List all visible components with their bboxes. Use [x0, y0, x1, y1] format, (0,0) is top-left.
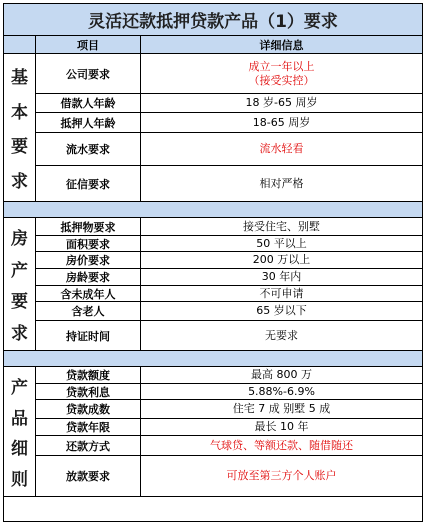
detail-line: 流水轻看 — [259, 142, 304, 155]
row-detail — [141, 286, 422, 301]
table-row — [36, 133, 422, 166]
table-row — [36, 94, 422, 113]
table-row — [36, 367, 422, 384]
category-char: 本 — [11, 102, 28, 123]
detail-line: 最长 10 年 — [254, 420, 309, 433]
detail-line: 气球贷、等额还款、随借随还 — [210, 438, 353, 452]
row-detail — [141, 400, 422, 418]
row-detail — [141, 133, 422, 165]
row-detail — [141, 218, 422, 235]
table-row — [36, 166, 422, 201]
table-row — [36, 302, 422, 321]
row-detail — [141, 94, 422, 112]
row-detail — [141, 113, 422, 132]
category-char: 求 — [11, 323, 28, 344]
table-section — [4, 218, 422, 351]
row-item-label: 放款要求 — [36, 456, 141, 496]
table-row — [36, 252, 422, 269]
table-row — [36, 269, 422, 286]
row-detail — [141, 384, 422, 399]
header-detail: 详细信息 — [259, 38, 304, 52]
row-detail — [141, 321, 422, 350]
row-item-label: 含未成年人 — [36, 286, 141, 301]
detail-line: 30 年内 — [261, 270, 302, 283]
row-item-label: 持证时间 — [36, 321, 141, 350]
row-detail — [141, 166, 422, 201]
table-row — [36, 456, 422, 496]
category-char: 房 — [11, 229, 28, 250]
detail-line: 可放至第三方个人账户 — [226, 469, 337, 482]
category-char: 求 — [11, 171, 28, 192]
table-row — [36, 321, 422, 350]
table-row — [36, 286, 422, 302]
header-category-cell — [4, 36, 36, 53]
row-item-label: 贷款成数 — [36, 400, 141, 418]
row-detail — [141, 419, 422, 435]
detail-line: 18-65 周岁 — [252, 115, 311, 129]
table-row — [36, 400, 422, 419]
row-detail — [141, 236, 422, 251]
table-row — [36, 218, 422, 236]
table-section — [4, 367, 422, 497]
category-char: 基 — [11, 68, 28, 89]
category-char: 要 — [11, 137, 28, 158]
category-char: 品 — [11, 408, 28, 429]
row-detail — [141, 456, 422, 496]
detail-line: 200 万以上 — [252, 253, 311, 266]
row-item-label: 征信要求 — [36, 166, 141, 201]
category-char: 细 — [11, 439, 28, 460]
detail-line: 不可申请 — [259, 286, 304, 300]
row-item-label: 贷款利息 — [36, 384, 141, 399]
table-body — [4, 54, 422, 497]
section-category — [4, 218, 36, 350]
detail-line: 5.88%-6.9% — [248, 384, 315, 398]
detail-line: 最高 800 万 — [251, 368, 312, 381]
detail-line: 成立一年以上 — [248, 59, 315, 73]
row-item-label: 面积要求 — [36, 236, 141, 251]
detail-line: 接受住宅、别墅 — [243, 219, 320, 233]
row-detail — [141, 436, 422, 455]
row-detail — [141, 252, 422, 268]
section-category — [4, 54, 36, 201]
detail-line: 相对严格 — [259, 176, 304, 190]
table-row — [36, 419, 422, 436]
category-char: 要 — [11, 292, 28, 313]
header-item: 项目 — [36, 36, 141, 53]
row-item-label: 房龄要求 — [36, 269, 141, 285]
row-detail — [141, 269, 422, 285]
detail-line: 50 平以上 — [256, 236, 307, 250]
category-char: 则 — [11, 470, 28, 491]
row-item-label: 公司要求 — [36, 54, 141, 93]
detail-line: （接受实控） — [248, 73, 315, 87]
row-item-label: 借款人年龄 — [36, 94, 141, 112]
detail-line: 住宅 7 成 别墅 5 成 — [232, 402, 331, 415]
row-item-label: 贷款额度 — [36, 367, 141, 383]
section-separator — [4, 202, 422, 218]
row-item-label: 含老人 — [36, 302, 141, 320]
table-row — [36, 54, 422, 94]
category-char: 产 — [11, 260, 28, 281]
table-title: 灵活还款抵押贷款产品（1）要求 — [4, 4, 422, 36]
detail-line: 无要求 — [265, 328, 298, 342]
table-section — [4, 54, 422, 202]
table-row — [36, 384, 422, 400]
section-separator — [4, 351, 422, 367]
row-item-label: 抵押物要求 — [36, 218, 141, 235]
row-item-label: 流水要求 — [36, 133, 141, 165]
row-detail — [141, 302, 422, 320]
detail-line: 65 岁以下 — [256, 304, 307, 317]
row-detail — [141, 54, 422, 93]
table-row — [36, 113, 422, 133]
category-char: 产 — [11, 377, 28, 398]
table-header — [4, 36, 422, 54]
row-detail — [141, 367, 422, 383]
table-row — [36, 436, 422, 456]
section-category — [4, 367, 36, 496]
detail-line: 18 岁-65 周岁 — [245, 96, 318, 109]
row-item-label: 还款方式 — [36, 436, 141, 455]
requirements-table — [3, 3, 423, 522]
row-item-label: 贷款年限 — [36, 419, 141, 435]
row-item-label: 房价要求 — [36, 252, 141, 268]
row-item-label: 抵押人年龄 — [36, 113, 141, 132]
table-row — [36, 236, 422, 252]
